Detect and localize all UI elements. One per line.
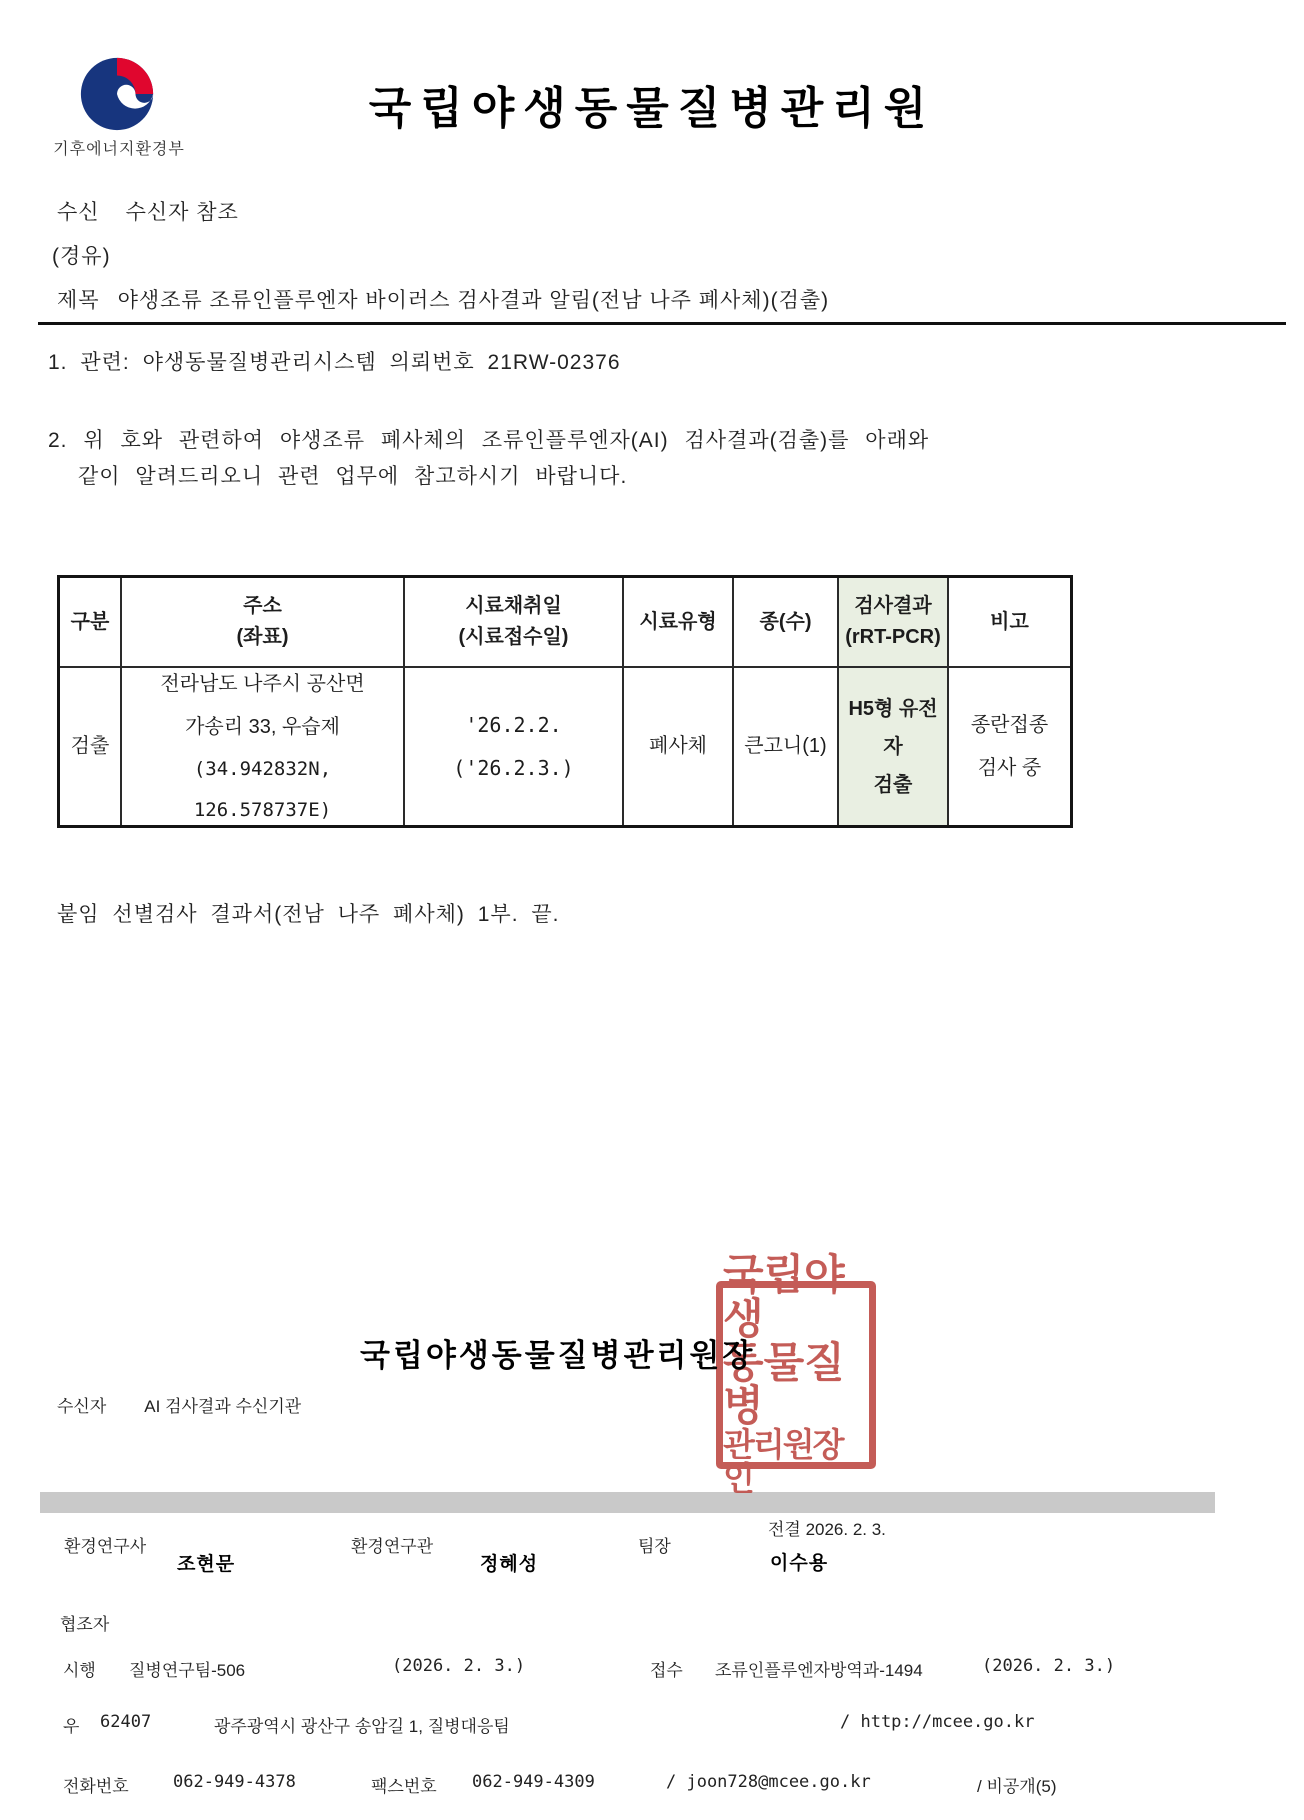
- col-header-address: 주소 (좌표): [122, 578, 405, 668]
- receipt-label: 접수: [650, 1661, 683, 1680]
- col-header-result: 검사결과 (rRT-PCR): [839, 578, 949, 668]
- document-org-title: 국립야생동물질병관리원: [368, 84, 936, 133]
- final-recipient-line: [57, 1392, 301, 1417]
- seal-line-3: 관리원장인: [723, 1426, 843, 1498]
- execute-date: (2026. 2. 3.): [392, 1656, 526, 1676]
- execute-value: 질병연구팀-506: [129, 1661, 246, 1680]
- official-seal-stamp: [716, 1251, 876, 1498]
- fax-number: 062-949-4309: [472, 1772, 595, 1792]
- approver3-title: 팀장: [638, 1537, 671, 1556]
- body-item-2-line2: 같이 알려드리오니 관련 업무에 참고하시기 바랍니다.: [78, 465, 628, 488]
- row-result: H5형 유전자 검출: [839, 668, 949, 825]
- test-result-table: [57, 575, 1073, 828]
- final-recipient-label: 수신자: [57, 1397, 107, 1416]
- attachment-line: 붙임 선별검사 결과서(전남 나주 폐사체) 1부. 끝.: [57, 903, 560, 926]
- col-header-note: 비고: [949, 578, 1070, 668]
- phone-number: 062-949-4378: [173, 1772, 296, 1792]
- subject-line: [57, 284, 829, 314]
- col-header-category: 구분: [60, 578, 122, 668]
- row-species: 큰고니(1): [734, 668, 839, 825]
- footer-divider-bar: [40, 1492, 1215, 1513]
- zip-code: 62407: [100, 1712, 152, 1732]
- office-address: 광주광역시 광산구 송암길 1, 질병대응팀: [214, 1717, 510, 1736]
- recipient-label: 수신: [57, 201, 100, 224]
- approver2-title: 환경연구관: [351, 1537, 434, 1556]
- approver3-decision: 전결 2026. 2. 3.: [768, 1520, 886, 1539]
- phone-label: 전화번호: [63, 1777, 129, 1796]
- disclosure-status: / 비공개(5): [977, 1777, 1057, 1796]
- subject-value: 야생조류 조류인플루엔자 바이러스 검사결과 알림(전남 나주 폐사체)(검출): [117, 289, 830, 312]
- row-address: 전라남도 나주시 공산면 가송리 33, 우습제 (34.942832N, 126.578737E): [122, 668, 405, 825]
- recipient-line: [57, 196, 239, 226]
- zip-label: 우: [63, 1717, 80, 1736]
- seal-line-1: 국립야생: [723, 1251, 845, 1343]
- ministry-name: 기후에너지환경부: [53, 141, 185, 158]
- receipt-value: 조류인플루엔자방역과-1494: [715, 1661, 923, 1680]
- cooperator-label: 협조자: [60, 1615, 110, 1634]
- approver1-title: 환경연구사: [64, 1537, 147, 1556]
- seal-line-2: 동물질병: [723, 1338, 845, 1430]
- subject-label: 제목: [57, 289, 100, 312]
- fax-label: 팩스번호: [371, 1777, 437, 1796]
- col-header-species: 종(수): [734, 578, 839, 668]
- homepage-url: / http://mcee.go.kr: [840, 1712, 1035, 1732]
- approver1-name: 조현문: [177, 1554, 236, 1575]
- row-category: 검출: [60, 668, 122, 825]
- recipient-value: 수신자 참조: [125, 201, 239, 224]
- subject-divider-rule: [38, 322, 1286, 325]
- director-title: 국립야생동물질병관리원장: [360, 1338, 756, 1373]
- receipt-date: (2026. 2. 3.): [982, 1656, 1116, 1676]
- via-line: (경유): [52, 245, 111, 268]
- row-sample-date: '26.2.2. ('26.2.3.): [405, 668, 624, 825]
- approver3-name: 이수용: [770, 1553, 829, 1574]
- body-item-1: 1. 관련: 야생동물질병관리시스템 의뢰번호 21RW-02376: [48, 351, 621, 374]
- col-header-sample-type: 시료유형: [624, 578, 734, 668]
- execute-label: 시행: [63, 1661, 96, 1680]
- row-note: 종란접종 검사 중: [970, 713, 1049, 779]
- col-header-sample-date: 시료채취일 (시료접수일): [405, 578, 624, 668]
- approver2-name: 정혜성: [480, 1554, 539, 1575]
- email-address: / joon728@mcee.go.kr: [666, 1772, 871, 1792]
- final-recipient-value: AI 검사결과 수신기관: [144, 1397, 302, 1416]
- body-item-2-line1: 2. 위 호와 관련하여 야생조류 폐사체의 조류인플루엔자(AI) 검사결과(검출)를 아래와: [48, 429, 930, 452]
- row-sample-type: 폐사체: [624, 668, 734, 825]
